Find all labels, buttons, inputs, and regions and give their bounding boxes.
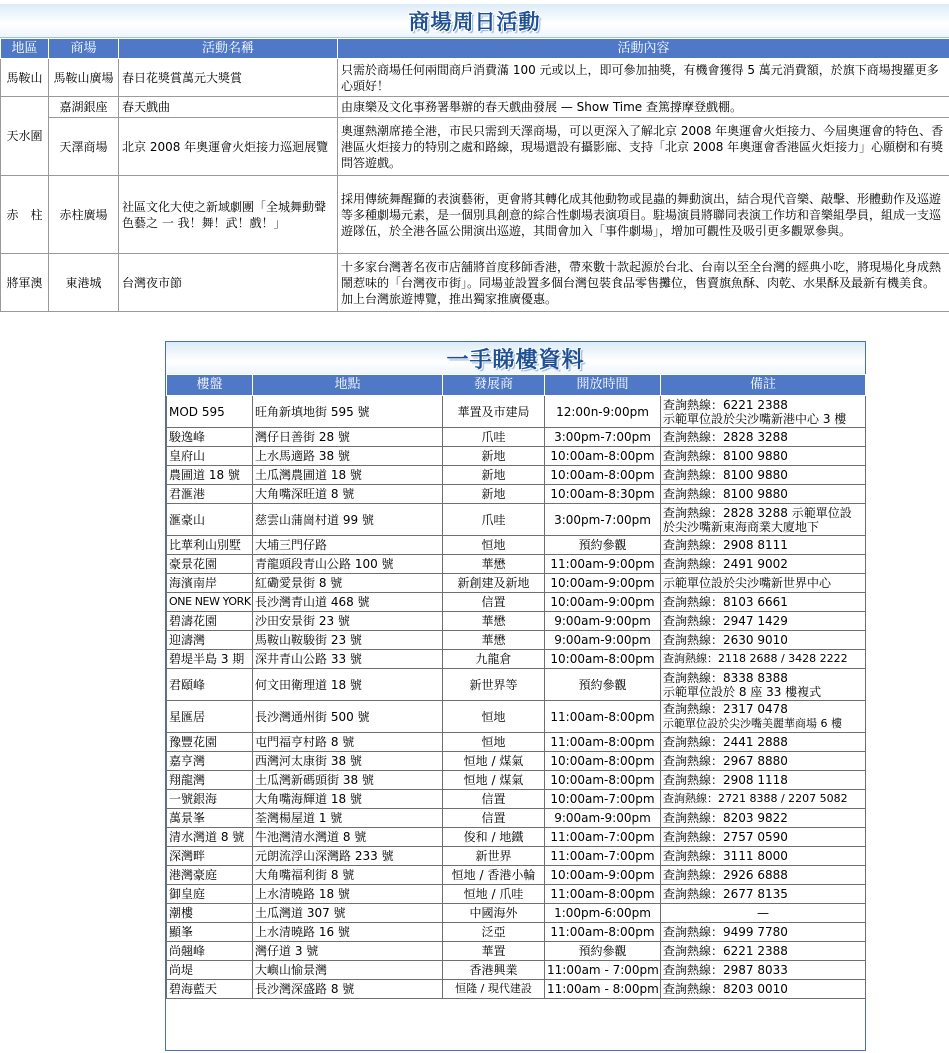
table-row <box>167 701 866 733</box>
hours-cell: 9:00am-9:00pm <box>545 631 661 650</box>
property-section <box>165 341 866 1051</box>
developer-cell: 新創建及新地 <box>443 574 545 593</box>
hours-cell: 11:00am-8:00pm <box>545 885 661 904</box>
hours-cell: 10:00am-9:00pm <box>545 574 661 593</box>
hours-cell: 9:00am-9:00pm <box>545 612 661 631</box>
location-cell: 長沙灣深盛路 8 號 <box>253 980 443 999</box>
table-row <box>167 428 866 447</box>
header-property: 樓盤 <box>167 375 253 396</box>
property-name-cell: 皇府山 <box>167 447 253 466</box>
table-row <box>167 466 866 485</box>
event-content-cell: 十多家台灣著名夜市店舖將首度移師香港，帶來數十款起源於台北、台南以至全台灣的經典小吃，將現場化身成熱鬧惹味的「台灣夜市街」。同場並設置多個台灣包裝食品零售攤位，售賣旗魚酥、肉乾、水果酥及最新有機美食。加上台灣旅遊博覽，推出獨家推廣優惠。 <box>338 254 949 312</box>
developer-cell: 俊和 / 地鐵 <box>443 828 545 847</box>
location-cell: 青龍頭段青山公路 100 號 <box>253 555 443 574</box>
district-cell: 天水圍 <box>1 97 49 176</box>
event-name-cell: 春天戲曲 <box>119 97 338 118</box>
remarks-cell: 查詢熱線：8203 0010 <box>661 980 866 999</box>
table-row <box>167 771 866 790</box>
developer-cell: 恒地 / 香港小輪 <box>443 866 545 885</box>
property-name-cell: 萬景峯 <box>167 809 253 828</box>
property-name-cell: 港灣豪庭 <box>167 866 253 885</box>
location-cell: 灣仔日善街 28 號 <box>253 428 443 447</box>
developer-cell: 香港興業 <box>443 961 545 980</box>
location-cell: 何文田衛理道 18 號 <box>253 669 443 701</box>
location-cell: 土瓜灣道 307 號 <box>253 904 443 923</box>
property-name-cell: MOD 595 <box>167 396 253 428</box>
table-row <box>167 752 866 771</box>
mall-cell: 天澤商場 <box>49 118 119 176</box>
property-name-cell: 豪景花園 <box>167 555 253 574</box>
property-name-cell: 顯峯 <box>167 923 253 942</box>
property-name-cell: 碧堤半島 3 期 <box>167 650 253 669</box>
mall-cell: 嘉湖銀座 <box>49 97 119 118</box>
location-cell: 深井青山公路 33 號 <box>253 650 443 669</box>
table-row <box>167 980 866 999</box>
remarks-cell: 查詢熱線：2491 9002 <box>661 555 866 574</box>
property-title: 一手睇樓資料 <box>446 348 585 373</box>
remarks-cell <box>661 701 866 733</box>
hours-cell: 預約參觀 <box>545 669 661 701</box>
event-content-cell: 採用傳統舞醒獅的表演藝術，更會將其轉化成其他動物或昆蟲的舞動演出，結合現代音樂、敲擊、形體動作及巡遊等多種劇場元素，是一個別具創意的綜合性劇場表演項目。駐場演員將聯同表演工作坊和音樂組學員，組成一支巡遊隊伍，於全港各區公開演出巡遊，其間會加入「事件劇場」，增加可觀性及吸引更多觀眾參與。 <box>338 176 949 254</box>
mall-cell: 東港城 <box>49 254 119 312</box>
hours-cell: 10:00am-9:00pm <box>545 866 661 885</box>
hours-cell: 10:00am-8:00pm <box>545 650 661 669</box>
property-name-cell: 碧濤花園 <box>167 612 253 631</box>
event-name-cell: 春日花獎賞萬元大獎賞 <box>119 59 338 97</box>
developer-cell: 華懋 <box>443 555 545 574</box>
location-cell: 屯門福亨村路 8 號 <box>253 733 443 752</box>
property-name-cell: 比華利山別墅 <box>167 536 253 555</box>
property-name-cell: 尚翹峰 <box>167 942 253 961</box>
remarks-cell: 查詢熱線：2987 8033 <box>661 961 866 980</box>
property-table <box>166 374 866 999</box>
property-name-cell: 翔龍灣 <box>167 771 253 790</box>
developer-cell: 恒地 / 煤氣 <box>443 771 545 790</box>
hours-cell: 10:00am-8:00pm <box>545 447 661 466</box>
property-name-cell: 駿逸峰 <box>167 428 253 447</box>
developer-cell: 信置 <box>443 593 545 612</box>
event-content-cell: 奧運熱潮席捲全港，市民只需到天澤商場，可以更深入了解北京 2008 年奧運會火炬接力、今屆奧運會的特色、香港區火炬接力的特別之處和路線，現場還設有攝影廊、支持「北京 2008 年奧運會香港區火炬接力」心願樹和有獎問答遊戲。 <box>338 118 949 176</box>
table-row <box>167 809 866 828</box>
remarks-line: 查詢熱線：2317 0478 <box>663 702 788 716</box>
developer-cell: 新地 <box>443 485 545 504</box>
remarks-cell: 查詢熱線：8100 9880 <box>661 447 866 466</box>
developer-cell: 爪哇 <box>443 428 545 447</box>
developer-cell: 新地 <box>443 466 545 485</box>
developer-cell: 華懋 <box>443 631 545 650</box>
property-name-cell: 嘉亨灣 <box>167 752 253 771</box>
hours-cell: 10:00am-7:00pm <box>545 790 661 809</box>
remarks-cell: 查詢熱線：2967 8880 <box>661 752 866 771</box>
district-cell: 馬鞍山 <box>1 59 49 97</box>
table-row <box>167 669 866 701</box>
property-name-cell: 尚堤 <box>167 961 253 980</box>
remarks-cell: 查詢熱線：8100 9880 <box>661 466 866 485</box>
developer-cell: 恒地 / 爪哇 <box>443 885 545 904</box>
hours-cell: 11:00am-8:00pm <box>545 923 661 942</box>
remarks-cell: 查詢熱線：8100 9880 <box>661 485 866 504</box>
remarks-cell: 查詢熱線：2926 6888 <box>661 866 866 885</box>
district-cell: 赤 柱 <box>1 176 49 254</box>
developer-cell: 華置及市建局 <box>443 396 545 428</box>
location-cell: 荃灣楊屋道 1 號 <box>253 809 443 828</box>
table-row <box>1 118 949 176</box>
table-row <box>1 176 949 254</box>
property-name-cell: 潮樓 <box>167 904 253 923</box>
table-row <box>167 733 866 752</box>
hours-cell: 11:00am-9:00pm <box>545 555 661 574</box>
property-name-cell: 君滙港 <box>167 485 253 504</box>
location-cell: 長沙灣青山道 468 號 <box>253 593 443 612</box>
property-header-row <box>167 375 866 396</box>
location-cell: 馬鞍山鞍駿街 23 號 <box>253 631 443 650</box>
header-event-content: 活動內容 <box>338 39 949 59</box>
developer-cell: 新地 <box>443 447 545 466</box>
hours-cell: 11:00am-7:00pm <box>545 847 661 866</box>
remarks-cell: — <box>661 904 866 923</box>
remarks-cell: 查詢熱線：2721 8388 / 2207 5082 <box>661 790 866 809</box>
header-district: 地區 <box>1 39 49 59</box>
property-name-cell: 迎濤灣 <box>167 631 253 650</box>
hours-cell: 12:00n-9:00pm <box>545 396 661 428</box>
header-event-name: 活動名稱 <box>119 39 338 59</box>
hours-cell: 11:00am-8:00pm <box>545 733 661 752</box>
remarks-cell: 示範單位設於尖沙嘴新世界中心 <box>661 574 866 593</box>
mall-events-table <box>0 38 949 312</box>
property-name-cell: 星匯居 <box>167 701 253 733</box>
hours-cell: 11:00am-7:00pm <box>545 828 661 847</box>
location-cell: 上水清曉路 16 號 <box>253 923 443 942</box>
location-cell: 長沙灣通州街 500 號 <box>253 701 443 733</box>
hours-cell: 10:00am-8:00pm <box>545 752 661 771</box>
hours-cell: 9:00am-9:00pm <box>545 809 661 828</box>
location-cell: 土瓜灣農圃道 18 號 <box>253 466 443 485</box>
developer-cell: 信置 <box>443 809 545 828</box>
location-cell: 元朗流浮山深灣路 233 號 <box>253 847 443 866</box>
remarks-cell: 查詢熱線：2677 8135 <box>661 885 866 904</box>
developer-cell: 信置 <box>443 790 545 809</box>
property-table-body <box>167 396 866 999</box>
hours-cell: 10:00am-8:00pm <box>545 466 661 485</box>
developer-cell: 恒地 <box>443 701 545 733</box>
header-location: 地點 <box>253 375 443 396</box>
table-row <box>1 254 949 312</box>
hours-cell: 1:00pm-6:00pm <box>545 904 661 923</box>
remarks-line: 查詢熱線：6221 2388 <box>663 397 788 412</box>
table-row <box>167 396 866 428</box>
property-name-cell: 一號銀海 <box>167 790 253 809</box>
developer-cell: 華置 <box>443 942 545 961</box>
remarks-cell: 查詢熱線：2118 2688 / 3428 2222 <box>661 650 866 669</box>
hours-cell: 10:00am-9:00pm <box>545 593 661 612</box>
property-name-cell: 豫豐花園 <box>167 733 253 752</box>
property-name-cell: 滙豪山 <box>167 504 253 536</box>
table-row <box>1 97 949 118</box>
remarks-cell: 查詢熱線：2630 9010 <box>661 631 866 650</box>
remarks-cell: 查詢熱線：8103 6661 <box>661 593 866 612</box>
property-name-cell: 海濱南岸 <box>167 574 253 593</box>
header-hours: 開放時間 <box>545 375 661 396</box>
table-row <box>1 59 949 97</box>
remarks-line: 示範單位設於尖沙嘴美麗華商場 6 樓 <box>663 717 842 730</box>
developer-cell: 新世界 <box>443 847 545 866</box>
table-row <box>167 923 866 942</box>
remarks-cell: 查詢熱線：8203 9822 <box>661 809 866 828</box>
table-row <box>167 536 866 555</box>
property-name-cell: ONE NEW YORK <box>167 593 253 612</box>
remarks-line: 於尖沙嘴新東海商業大廈地下 <box>663 519 820 534</box>
header-mall: 商場 <box>49 39 119 59</box>
location-cell: 慈雲山蒲崗村道 99 號 <box>253 504 443 536</box>
header-developer: 發展商 <box>443 375 545 396</box>
table-row <box>167 866 866 885</box>
hours-cell: 10:00am-8:00pm <box>545 771 661 790</box>
developer-cell: 爪哇 <box>443 504 545 536</box>
remarks-cell <box>661 504 866 536</box>
remarks-cell: 查詢熱線：2908 8111 <box>661 536 866 555</box>
event-content-cell: 由康樂及文化事務署舉辦的春天戲曲發展 — Show Time 查篤撐摩登戲棚。 <box>338 97 949 118</box>
developer-cell: 恒地 <box>443 733 545 752</box>
developer-cell: 九龍倉 <box>443 650 545 669</box>
table-row <box>167 961 866 980</box>
remarks-cell: 查詢熱線：6221 2388 <box>661 942 866 961</box>
table-row <box>167 504 866 536</box>
district-cell: 將軍澳 <box>1 254 49 312</box>
developer-cell: 中國海外 <box>443 904 545 923</box>
developer-cell: 恒隆 / 現代建設 <box>443 980 545 999</box>
developer-cell: 恒地 <box>443 536 545 555</box>
hours-cell: 10:00am-8:30pm <box>545 485 661 504</box>
location-cell: 灣仔道 3 號 <box>253 942 443 961</box>
event-name-cell: 社區文化大使之新域劇團「全城舞動聲色藝之 一 我！舞！武！戲！」 <box>119 176 338 254</box>
location-cell: 紅磡愛景街 8 號 <box>253 574 443 593</box>
developer-cell: 泛亞 <box>443 923 545 942</box>
header-remarks: 備註 <box>661 375 866 396</box>
remarks-cell: 查詢熱線：2947 1429 <box>661 612 866 631</box>
developer-cell: 新世界等 <box>443 669 545 701</box>
hours-cell: 預約參觀 <box>545 942 661 961</box>
location-cell: 大嶼山愉景灣 <box>253 961 443 980</box>
table-row <box>167 790 866 809</box>
table-row <box>167 612 866 631</box>
property-name-cell: 君頤峰 <box>167 669 253 701</box>
remarks-line: 查詢熱線：8338 8388 <box>663 670 788 685</box>
table-row <box>167 574 866 593</box>
event-name-cell: 北京 2008 年奧運會火炬接力巡迴展覽 <box>119 118 338 176</box>
table-row <box>167 847 866 866</box>
remarks-line: 示範單位設於尖沙嘴新港中心 3 樓 <box>663 411 847 426</box>
table-row <box>167 555 866 574</box>
table-row <box>167 485 866 504</box>
remarks-line: 查詢熱線：2828 3288 示範單位設 <box>663 505 852 520</box>
remarks-cell: 查詢熱線：3111 8000 <box>661 847 866 866</box>
developer-cell: 恒地 / 煤氣 <box>443 752 545 771</box>
location-cell: 大埔三門仔路 <box>253 536 443 555</box>
remarks-cell <box>661 669 866 701</box>
remarks-cell: 查詢熱線：2757 0590 <box>661 828 866 847</box>
location-cell: 土瓜灣新碼頭街 38 號 <box>253 771 443 790</box>
mall-events-title: 商場周日活動 <box>408 10 541 34</box>
hours-cell: 11:00am-8:00pm <box>545 701 661 733</box>
location-cell: 旺角新填地街 595 號 <box>253 396 443 428</box>
remarks-cell: 查詢熱線：2908 1118 <box>661 771 866 790</box>
table-row <box>167 631 866 650</box>
mall-events-banner <box>0 4 949 38</box>
location-cell: 牛池灣清水灣道 8 號 <box>253 828 443 847</box>
location-cell: 大角嘴深旺道 8 號 <box>253 485 443 504</box>
event-name-cell: 台灣夜市節 <box>119 254 338 312</box>
hours-cell: 11:00am - 8:00pm <box>545 980 661 999</box>
property-name-cell: 深灣畔 <box>167 847 253 866</box>
location-cell: 大角嘴海輝道 18 號 <box>253 790 443 809</box>
location-cell: 沙田安景街 23 號 <box>253 612 443 631</box>
mall-events-section <box>0 4 949 312</box>
remarks-cell: 查詢熱線：2828 3288 <box>661 428 866 447</box>
table-row <box>167 447 866 466</box>
hours-cell: 11:00am - 7:00pm <box>545 961 661 980</box>
developer-cell: 華懋 <box>443 612 545 631</box>
remarks-cell: 查詢熱線：9499 7780 <box>661 923 866 942</box>
property-name-cell: 御皇庭 <box>167 885 253 904</box>
location-cell: 上水清曉路 18 號 <box>253 885 443 904</box>
property-name-cell: 清水灣道 8 號 <box>167 828 253 847</box>
remarks-cell: 查詢熱線：2441 2888 <box>661 733 866 752</box>
hours-cell: 3:00pm-7:00pm <box>545 504 661 536</box>
table-row <box>167 904 866 923</box>
location-cell: 西灣河太康街 38 號 <box>253 752 443 771</box>
hours-cell: 預約參觀 <box>545 536 661 555</box>
location-cell: 大角嘴福利街 8 號 <box>253 866 443 885</box>
remarks-cell <box>661 396 866 428</box>
mall-events-header-row <box>1 39 949 59</box>
table-row <box>167 828 866 847</box>
table-row <box>167 650 866 669</box>
event-content-cell: 只需於商場任何兩間商戶消費滿 100 元或以上，即可參加抽獎，有機會獲得 5 萬元消費額，於旗下商場搜羅更多心頭好！ <box>338 59 949 97</box>
property-banner <box>166 342 865 374</box>
hours-cell: 3:00pm-7:00pm <box>545 428 661 447</box>
mall-cell: 赤柱廣場 <box>49 176 119 254</box>
location-cell: 上水馬適路 38 號 <box>253 447 443 466</box>
mall-cell: 馬鞍山廣場 <box>49 59 119 97</box>
table-row <box>167 885 866 904</box>
table-row <box>167 942 866 961</box>
table-row <box>167 593 866 612</box>
remarks-line: 示範單位設於 8 座 33 樓複式 <box>663 684 822 699</box>
property-name-cell: 農圃道 18 號 <box>167 466 253 485</box>
property-name-cell: 碧海藍天 <box>167 980 253 999</box>
